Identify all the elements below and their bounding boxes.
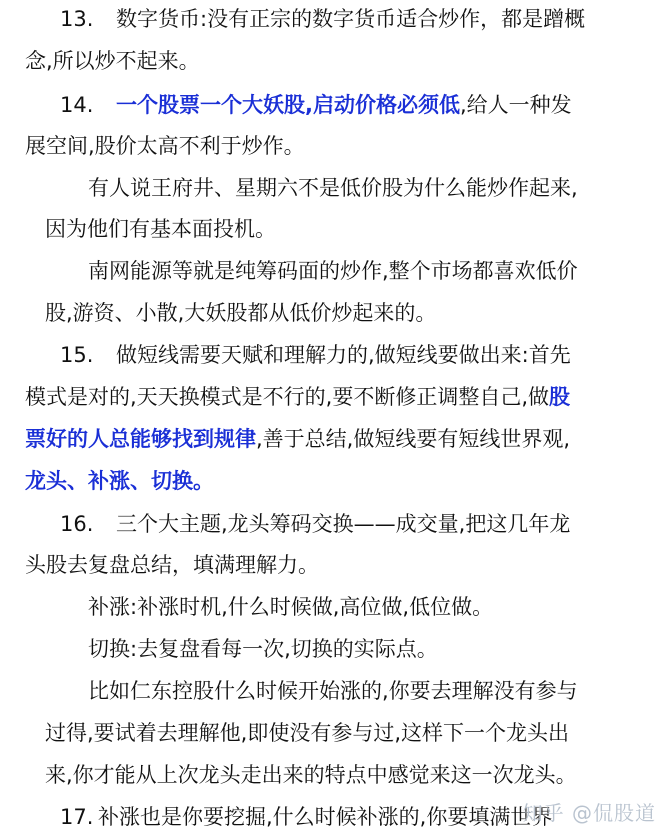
- item-number: 16.: [60, 512, 94, 536]
- paragraph-text: 补涨:补涨时机,什么时候做,高位做,低位做。: [88, 595, 494, 619]
- item-15-line-1: [0, 342, 670, 368]
- paragraph-text: ,给人一种发: [459, 93, 572, 117]
- item-13-line-1: [0, 6, 670, 32]
- paragraph-text: 三个大主题,龙头筹码交换——成交量,把这几年龙: [116, 512, 571, 536]
- para-line-15: [0, 594, 670, 620]
- para-line-7: [0, 258, 670, 284]
- item-15-line-2: [0, 384, 670, 410]
- paragraph-text: 数字货币:没有正宗的数字货币适合炒作，都是蹭概: [116, 7, 586, 31]
- highlight-text: 龙头、补涨、切换。: [25, 469, 214, 493]
- paragraph-text: 因为他们有基本面投机。: [45, 217, 276, 241]
- paragraph-text: 切换:去复盘看每一次,切换的实际点。: [88, 637, 438, 661]
- para-line-6: [0, 216, 670, 242]
- paragraph-text: 做短线需要天赋和理解力的,做短线要做出来:首先: [116, 343, 571, 367]
- para-line-17: [0, 678, 670, 704]
- paragraph-text: 念,所以炒不起来。: [25, 49, 200, 73]
- item-number: 17.: [60, 805, 94, 829]
- paragraph-text: 股,游资、小散,大妖股都从低价炒起来的。: [45, 301, 437, 325]
- item-number: 14.: [60, 93, 94, 117]
- paragraph-text: 模式是对的,天天换模式是不行的,要不断修正调整自己,做: [25, 385, 550, 409]
- paragraph-text: ,善于总结,做短线要有短线世界观,: [256, 427, 571, 451]
- watermark: 知乎 @侃股道: [522, 801, 656, 825]
- para-line-19: [0, 762, 670, 788]
- item-number: 13.: [60, 7, 94, 31]
- paragraph-text: 过得,要试着去理解他,即使没有参与过,这样下一个龙头出: [45, 721, 570, 745]
- item-16-line-2: [0, 552, 670, 578]
- highlight-text: 股: [549, 385, 571, 409]
- highlight-text: 一个股票一个大妖股,启动价格必须低: [116, 93, 460, 117]
- item-13-line-2: [0, 48, 670, 74]
- paragraph-text: 南网能源等就是纯筹码面的炒作,整个市场都喜欢低价: [88, 259, 578, 283]
- paragraph-text: 补涨也是你要挖掘,什么时候补涨的,你要填满世界: [98, 805, 553, 829]
- highlight-text: 票好的人总能够找到规律: [25, 427, 256, 451]
- paragraph-text: 头股去复盘总结，填满理解力。: [25, 553, 319, 577]
- item-15-line-4: [0, 468, 670, 494]
- paragraph-text: 有人说王府井、星期六不是低价股为什么能炒作起来,: [88, 176, 578, 200]
- paragraph-text: 展空间,股价太高不利于炒作。: [25, 134, 305, 158]
- para-line-8: [0, 300, 670, 326]
- para-line-18: [0, 720, 670, 746]
- item-15-line-3: [0, 426, 670, 452]
- item-14-line-1: [0, 92, 670, 118]
- item-16-line-1: [0, 511, 670, 537]
- item-14-line-2: [0, 133, 670, 159]
- para-line-5: [0, 175, 670, 201]
- paragraph-text: 比如仁东控股什么时候开始涨的,你要去理解没有参与: [88, 679, 578, 703]
- para-line-16: [0, 636, 670, 662]
- item-number: 15.: [60, 343, 94, 367]
- paragraph-text: 来,你才能从上次龙头走出来的特点中感觉来这一次龙头。: [45, 763, 577, 787]
